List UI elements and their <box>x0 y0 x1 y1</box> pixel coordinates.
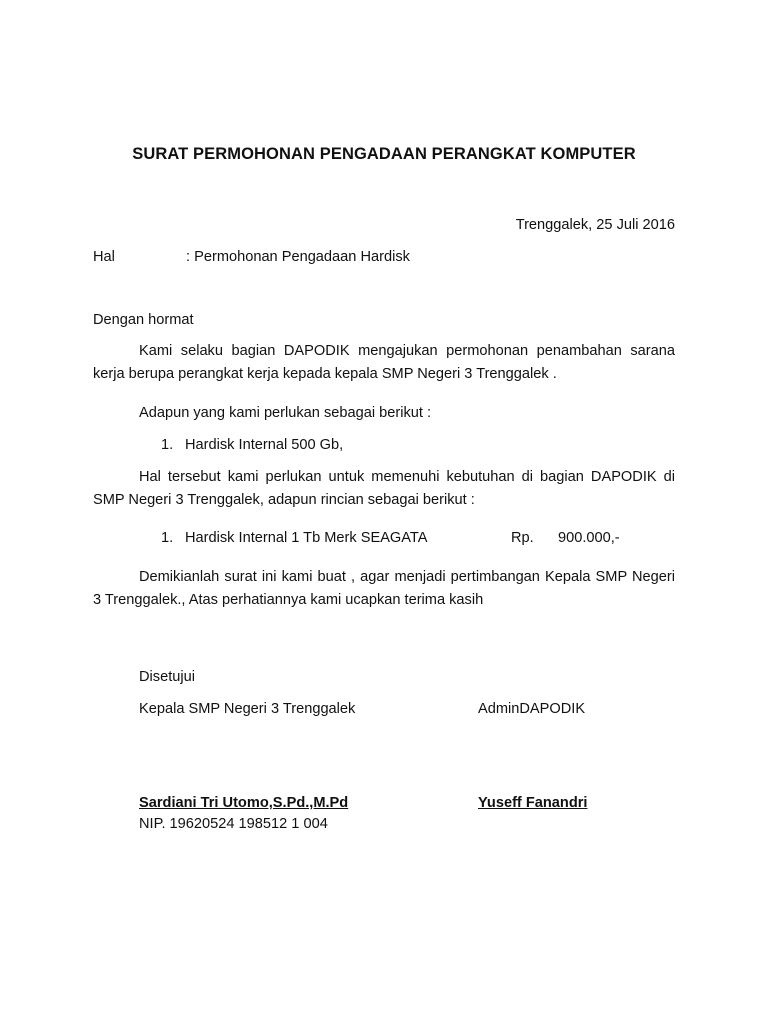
list-item-text: Hardisk Internal 500 Gb, <box>185 437 344 453</box>
detail-item-amount: 900.000,- <box>558 530 620 546</box>
paragraph-reason-text: Hal tersebut kami perlukan untuk memenuhi kebutuhan di bagian DAPODIK di SMP Negeri 3 Trenggalek, adapun rincian sebagai berikut : <box>93 469 675 508</box>
paragraph-request <box>93 340 675 386</box>
paragraph-reason <box>93 466 675 512</box>
paragraph-needs: Adapun yang kami perlukan sebagai berikut : <box>139 405 432 421</box>
place-date: Trenggalek, 25 Juli 2016 <box>515 217 675 233</box>
detail-item-number: 1. <box>161 530 174 546</box>
list-item-number: 1. <box>161 437 174 453</box>
left-signatory-position: Kepala SMP Negeri 3 Trenggalek <box>139 701 356 717</box>
paragraph-closing <box>93 566 675 612</box>
letter-title: SURAT PERMOHONAN PENGADAAN PERANGKAT KOMPUTER <box>132 145 636 163</box>
subject-label: Hal <box>93 249 115 265</box>
right-signatory-name: Yuseff Fanandri <box>478 795 588 811</box>
paragraph-request-text: Kami selaku bagian DAPODIK mengajukan permohonan penambahan sarana kerja berupa perangkat kerja kepada kepala SMP Negeri 3 Trenggalek . <box>93 343 675 382</box>
left-signatory-name: Sardiani Tri Utomo,S.Pd.,M.Pd <box>139 795 349 811</box>
approved-label: Disetujui <box>139 669 195 685</box>
paragraph-closing-text: Demikianlah surat ini kami buat , agar menjadi pertimbangan Kepala SMP Negeri 3 Trenggalek., Atas perhatiannya kami ucapkan terima kasih <box>93 569 675 608</box>
detail-item-text: Hardisk Internal 1 Tb Merk SEAGATA <box>185 530 428 546</box>
left-signatory-nip: NIP. 19620524 198512 1 004 <box>139 816 328 832</box>
detail-item-currency: Rp. <box>511 530 534 546</box>
greeting: Dengan hormat <box>93 312 194 328</box>
right-signatory-position: AdminDAPODIK <box>478 701 586 717</box>
subject-value: : Permohonan Pengadaan Hardisk <box>186 249 410 265</box>
